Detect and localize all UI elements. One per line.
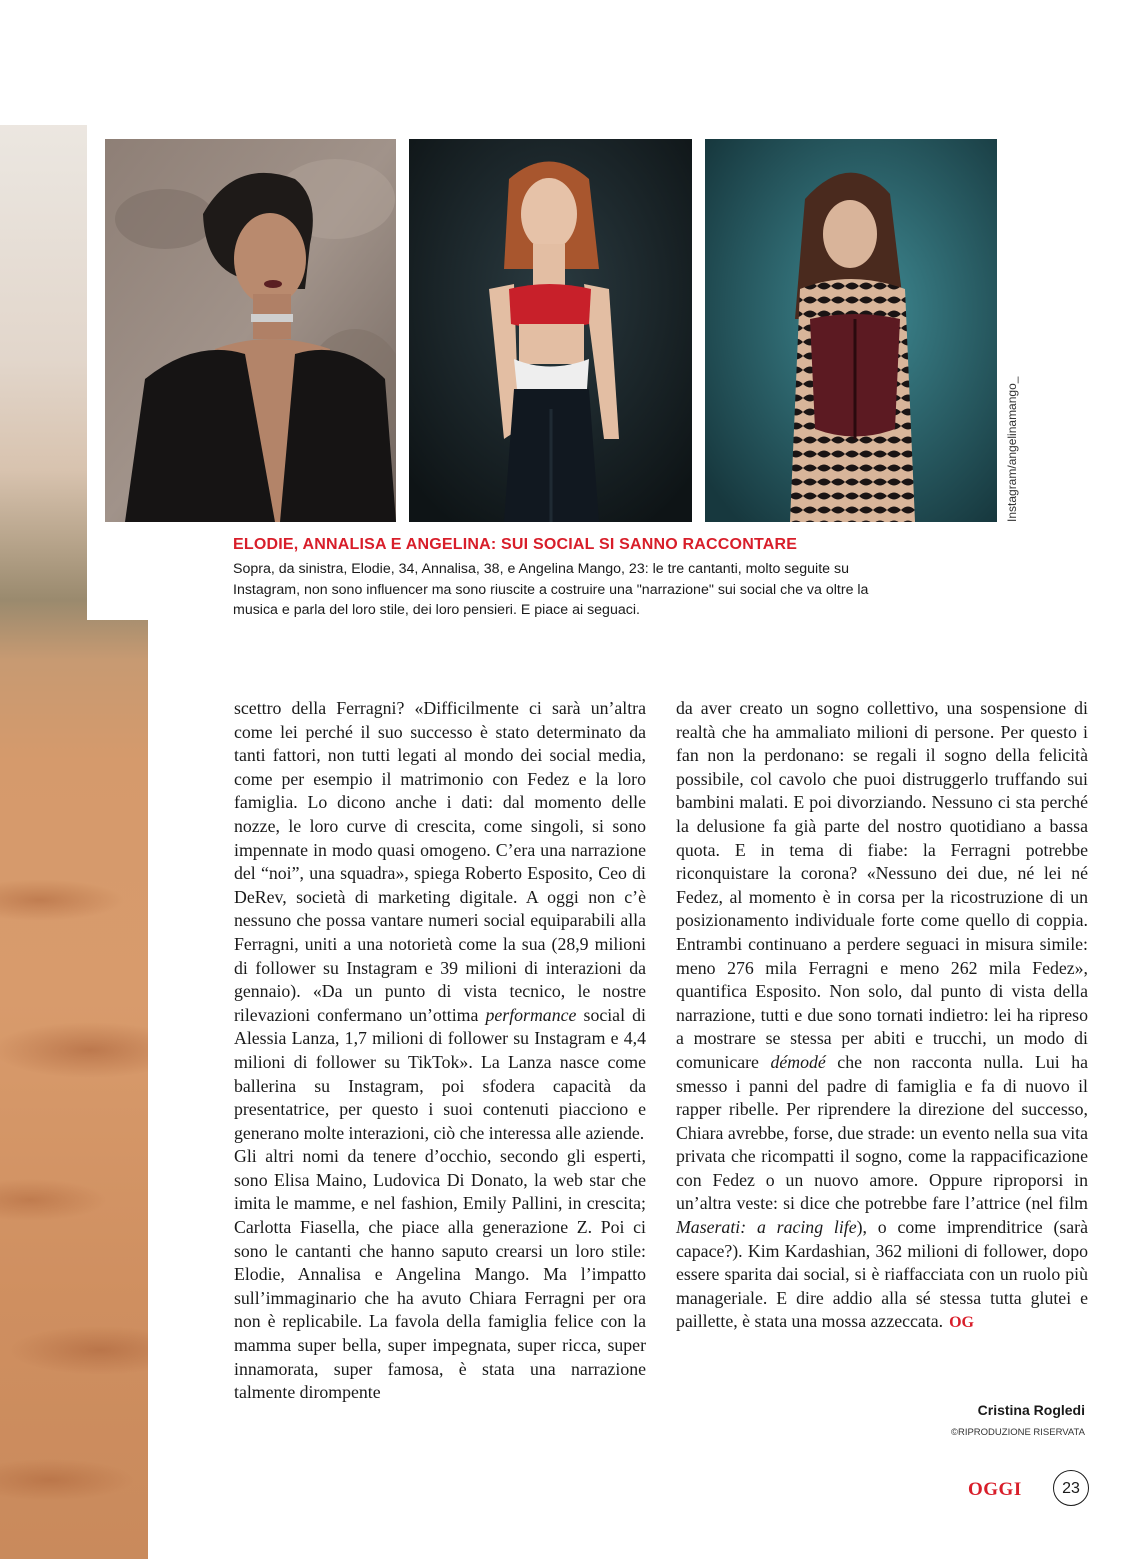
article-paragraph: Gli altri nomi da tenere d’occhio, secondo gli esperti, sono Elisa Maino, Ludovica Di Donato, la web star che imita le mamme, e nel fashion, Emily Pallini, in crescita; Carlotta Fiasella, che piace alla generazione Z. Poi ci sono le cantanti che hanno saputo crearsi un loro stile: Elodie, Annalisa e Angelina Mango. Ma l’impatto sull’immaginario che ha avuto Chiara Ferragni per ora non è replicabile. La favola della famiglia felice con la mamma super bella, super impegnata, super ricca, super innamorata, super famosa, è stata una narrazione talmente dirompente: [234, 1146, 646, 1403]
article-text: da aver creato un sogno collettivo, una sospensione di realtà che ha ammaliato milioni di persone. Per questo i fan non la perdonano: se regali il sogno della felicità possibile, col cavolo che puoi distruggerlo truffando sui bambini malati. E poi divorziando. Nessuno ci sta perché la delusione fa già parte del nostro quotidiano a bassa quota. E in tema di fiabe: la Ferragni potrebbe riconquistare la corona? «Nessuno dei due, né lei né Fedez, al momento è in corsa per la ricostruzione di un posizionamento individuale forte come quello di coppia. Entrambi continuano a perdere seguaci in misura simile: meno 276 mila Ferragni e meno 262 mila Fedez», quantifica Esposito. Non solo, dal punto di vista della narrazione, tutti e due sono tornati indietro: lei ha ripreso a mostrare se stessa per abiti e trucchi, un modo di comunicare: [676, 698, 1088, 1072]
article-text: ), o come imprenditrice (sarà capace?). Kim Kardashian, 362 milioni di follower, dopo essere sparita dai social, si è riaffacciata con un ruolo più manageriale. E dire addio alla sé stessa tutta glutei e paillette, è stata una mossa azzeccata.: [676, 1217, 1088, 1332]
article-emphasis: démodé: [770, 1051, 826, 1072]
article-column-right: [676, 697, 1088, 1335]
article-text: scettro della Ferragni? «Difficilmente ci sarà un’altra come lei perché il suo successo è stato determinato da tanti fattori, non tutti legati al mondo dei social media, come per esempio il matrimonio con Fedez e la loro famiglia. Lo dicono anche i dati: dal momento delle nozze, le loro curve di crescita, come singoli, si sono impennate in modo quasi omogeno. C’era una narrazione del “noi”, una squadra», spiega Roberto Esposito, Ceo di DeRev, società di marketing digitale. A oggi non c’è nessuno che possa vantare numeri social equiparabili alla Ferragni, uniti a una notorietà come la sua (28,9 milioni di follower su Instagram e 39 milioni di interazioni da gennaio). «Da un punto di vista tecnico, le nostre rilevazioni confermano un’ottima: [234, 698, 646, 1025]
photo-elodie: [105, 139, 396, 522]
article-text: social di Alessia Lanza, 1,7 milioni di follower su Instagram e 4,4 milioni di follower su TikTok». La Lanza nasce come ballerina su Instagram, poi sfodera capacità da presentatrice, per questo i suoi contenuti piacciono e generano molte interazioni, ciò che interessa alle aziende.: [234, 1004, 646, 1143]
article-text: che non racconta nulla. Lui ha smesso i panni del padre di famiglia e fa di nuovo il rapper ribelle. Per riprendere la direzione del successo, Chiara avrebbe, forse, due strade: un evento nella sua vita privata che ricompatti il sogno, come la rappacificazione con Fedez o un nuovo amore. Oppure riproporsi in un’altra veste: si dice che potrebbe fare l’attrice (nel film: [676, 1051, 1088, 1214]
photo-angelina-mango: [705, 139, 997, 522]
caption-body: Sopra, da sinistra, Elodie, 34, Annalisa, 38, e Angelina Mango, 23: le tre cantanti, molto seguite su Instagram, non sono influencer ma sono riuscite a costruire una "narrazione" sui social che va oltre la musica e parla del loro stile, dei loro pensieri. E piace ai seguaci.: [233, 561, 869, 618]
article-paragraph: [676, 697, 1088, 1335]
magazine-brand-logo: OGGI: [968, 1479, 1022, 1500]
copyright-notice: ©RIPRODUZIONE RISERVATA: [950, 1427, 1085, 1438]
photo-annalisa: [409, 139, 692, 522]
page-number: 23: [1053, 1470, 1089, 1506]
photo-credit: Instagram/angelinamango_: [1005, 376, 1019, 522]
caption-title: ELODIE, ANNALISA E ANGELINA: SUI SOCIAL SI SANNO RACCONTARE: [233, 536, 798, 553]
page-top-margin: [0, 0, 148, 125]
article-paragraph: [234, 697, 646, 1145]
article-column-left: [234, 697, 646, 1405]
article-emphasis: Maserati: a racing life: [676, 1217, 857, 1238]
author-name: Cristina Rogledi: [977, 1402, 1085, 1418]
end-mark-logo: OG: [949, 1314, 974, 1332]
article-emphasis: performance: [485, 1004, 577, 1025]
